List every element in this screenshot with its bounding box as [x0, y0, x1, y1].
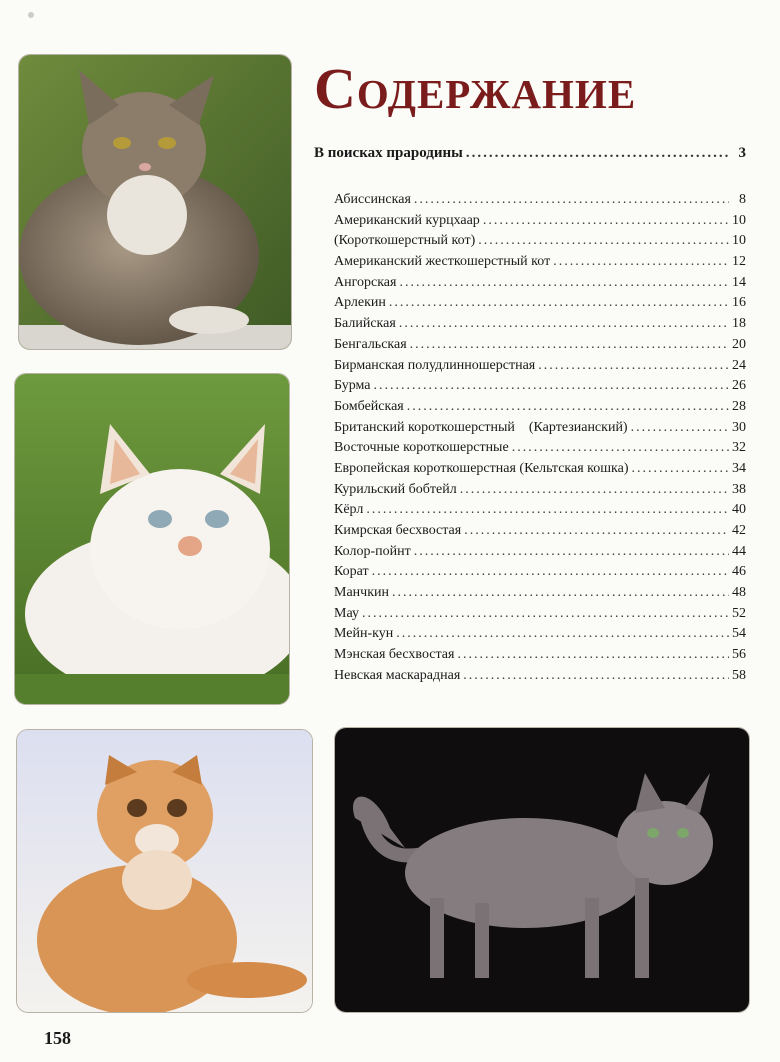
toc-entry-label: Арлекин	[334, 295, 386, 311]
toc-entry-page: 34	[732, 460, 746, 476]
toc-entry[interactable]	[334, 376, 746, 397]
toc-leader-dots	[414, 190, 729, 211]
toc-leader-dots	[483, 211, 729, 232]
toc-entry-page: 30	[732, 419, 746, 435]
toc-entry[interactable]	[334, 604, 746, 625]
toc-leader-dots	[399, 273, 729, 294]
toc-leader-dots	[399, 314, 729, 335]
page-title: Содержание	[314, 56, 637, 121]
toc-entry-page: 28	[732, 398, 746, 414]
photo-orange-fold-kitten	[16, 729, 313, 1013]
toc-entry-label: Кёрл	[334, 502, 364, 518]
toc-entry[interactable]	[334, 459, 746, 480]
toc-entry-page: 10	[732, 233, 746, 249]
toc-leader-dots	[366, 500, 729, 521]
toc-entry-label: Мэнская бесхвостая	[334, 647, 455, 663]
toc-entry[interactable]	[334, 542, 746, 563]
toc-entry-label: Манчкин	[334, 585, 389, 601]
toc-entry[interactable]	[334, 480, 746, 501]
toc-leader-dots	[460, 480, 729, 501]
toc-entry-page: 16	[732, 295, 746, 311]
toc-entry-label: Бирманская полудлинношерстная	[334, 357, 536, 373]
toc-leader-dots	[407, 397, 729, 418]
toc-entry-label: Ангорская	[334, 274, 397, 290]
toc-entry-label: Американский жесткошерстный кот	[334, 254, 551, 270]
toc-leader-dots	[392, 583, 729, 604]
toc-leader-dots	[414, 542, 729, 563]
toc-entry-label: Мейн-кун	[334, 626, 394, 642]
photo-grey-cat-walking	[334, 727, 750, 1013]
toc-entry[interactable]	[334, 252, 746, 273]
toc-entry-label: Мау	[334, 605, 359, 621]
toc-entry[interactable]	[334, 314, 746, 335]
toc-entry[interactable]	[334, 293, 746, 314]
toc-entry-page: 48	[732, 585, 746, 601]
toc-entry-label: Невская маскарадная	[334, 667, 461, 683]
toc-leader-dots	[389, 293, 729, 314]
toc-entry[interactable]	[334, 500, 746, 521]
toc-entry-page: 40	[732, 502, 746, 518]
toc-entry-label: Абиссинская	[334, 192, 411, 207]
toc-entry-page: 52	[732, 605, 746, 621]
toc-entry-label: Британский короткошерстный (Картезианский)	[334, 419, 628, 435]
toc-entry[interactable]	[334, 624, 746, 645]
toc-entry-page: 8	[739, 192, 746, 207]
toc-leader-dots	[396, 624, 729, 645]
toc-leader-dots	[457, 645, 729, 666]
toc-entry-label: Корат	[334, 564, 369, 580]
toc-leader-dots	[410, 335, 729, 356]
toc-entry[interactable]	[334, 583, 746, 604]
toc-entry-label: Бурма	[334, 378, 371, 394]
toc-entry-label: Курильский бобтейл	[334, 481, 457, 497]
toc-entry-page: 24	[732, 357, 746, 373]
toc-entry-label: (Короткошерстный кот)	[334, 233, 476, 249]
toc-entry[interactable]	[334, 666, 746, 687]
toc-entry[interactable]	[334, 211, 746, 232]
toc-entry[interactable]	[334, 335, 746, 356]
toc-leader-dots	[553, 252, 729, 273]
toc-entry-page: 10	[732, 212, 746, 228]
toc-entry-page: 32	[732, 440, 746, 456]
table-of-contents	[334, 190, 746, 687]
toc-entry-label: Европейская короткошерстная (Кельтская кошка)	[334, 460, 629, 476]
toc-entry-label: Бомбейская	[334, 398, 404, 414]
toc-entry-page: 54	[732, 626, 746, 642]
toc-leader-dots	[466, 145, 729, 162]
toc-leader-dots	[463, 666, 729, 687]
toc-entry[interactable]	[334, 397, 746, 418]
toc-entry-label: Американский курцхаар	[334, 212, 480, 228]
toc-leader-dots	[464, 521, 729, 542]
toc-entry-page: 20	[732, 336, 746, 352]
toc-lead-entry[interactable]	[314, 145, 746, 162]
page-number: 158	[44, 1028, 71, 1048]
toc-entry[interactable]	[334, 273, 746, 294]
toc-entry-page: 26	[732, 378, 746, 394]
toc-leader-dots	[478, 231, 729, 252]
photo-tabby-longhair-cat	[18, 54, 292, 350]
toc-entry-label: Восточные короткошерстные	[334, 440, 509, 456]
toc-entry-page: 56	[732, 647, 746, 663]
toc-lead-page: 3	[738, 145, 746, 161]
toc-entry[interactable]	[334, 562, 746, 583]
toc-entry-label: Бенгальская	[334, 336, 407, 352]
toc-leader-dots	[512, 438, 729, 459]
toc-entry[interactable]	[334, 190, 746, 211]
toc-entry-page: 18	[732, 316, 746, 332]
toc-entry-page: 44	[732, 543, 746, 559]
toc-entry[interactable]	[334, 645, 746, 666]
toc-entry-label: Балийская	[334, 316, 396, 332]
toc-entry[interactable]	[334, 438, 746, 459]
toc-entry-label: Колор-пойнт	[334, 543, 411, 559]
toc-entry-page: 42	[732, 523, 746, 538]
toc-leader-dots	[373, 376, 729, 397]
toc-entry[interactable]	[334, 418, 746, 439]
toc-entry[interactable]	[334, 521, 746, 542]
toc-lead-label: В поисках прародины	[314, 145, 463, 161]
toc-entry-page: 12	[732, 254, 746, 270]
toc-leader-dots	[372, 562, 729, 583]
toc-leader-dots	[631, 418, 729, 439]
toc-leader-dots	[538, 356, 729, 377]
photo-white-cat-on-grass	[14, 373, 290, 705]
toc-entry-page: 14	[732, 274, 746, 290]
toc-entry-label: Кимрская бесхвостая	[334, 523, 462, 538]
toc-entry[interactable]	[334, 356, 746, 377]
toc-leader-dots	[632, 459, 729, 480]
corner-mark	[28, 12, 34, 18]
toc-entry-page: 46	[732, 564, 746, 580]
toc-leader-dots	[362, 604, 729, 625]
toc-entry-page: 58	[732, 667, 746, 683]
toc-entry-page: 38	[732, 481, 746, 497]
toc-entry[interactable]	[334, 231, 746, 252]
